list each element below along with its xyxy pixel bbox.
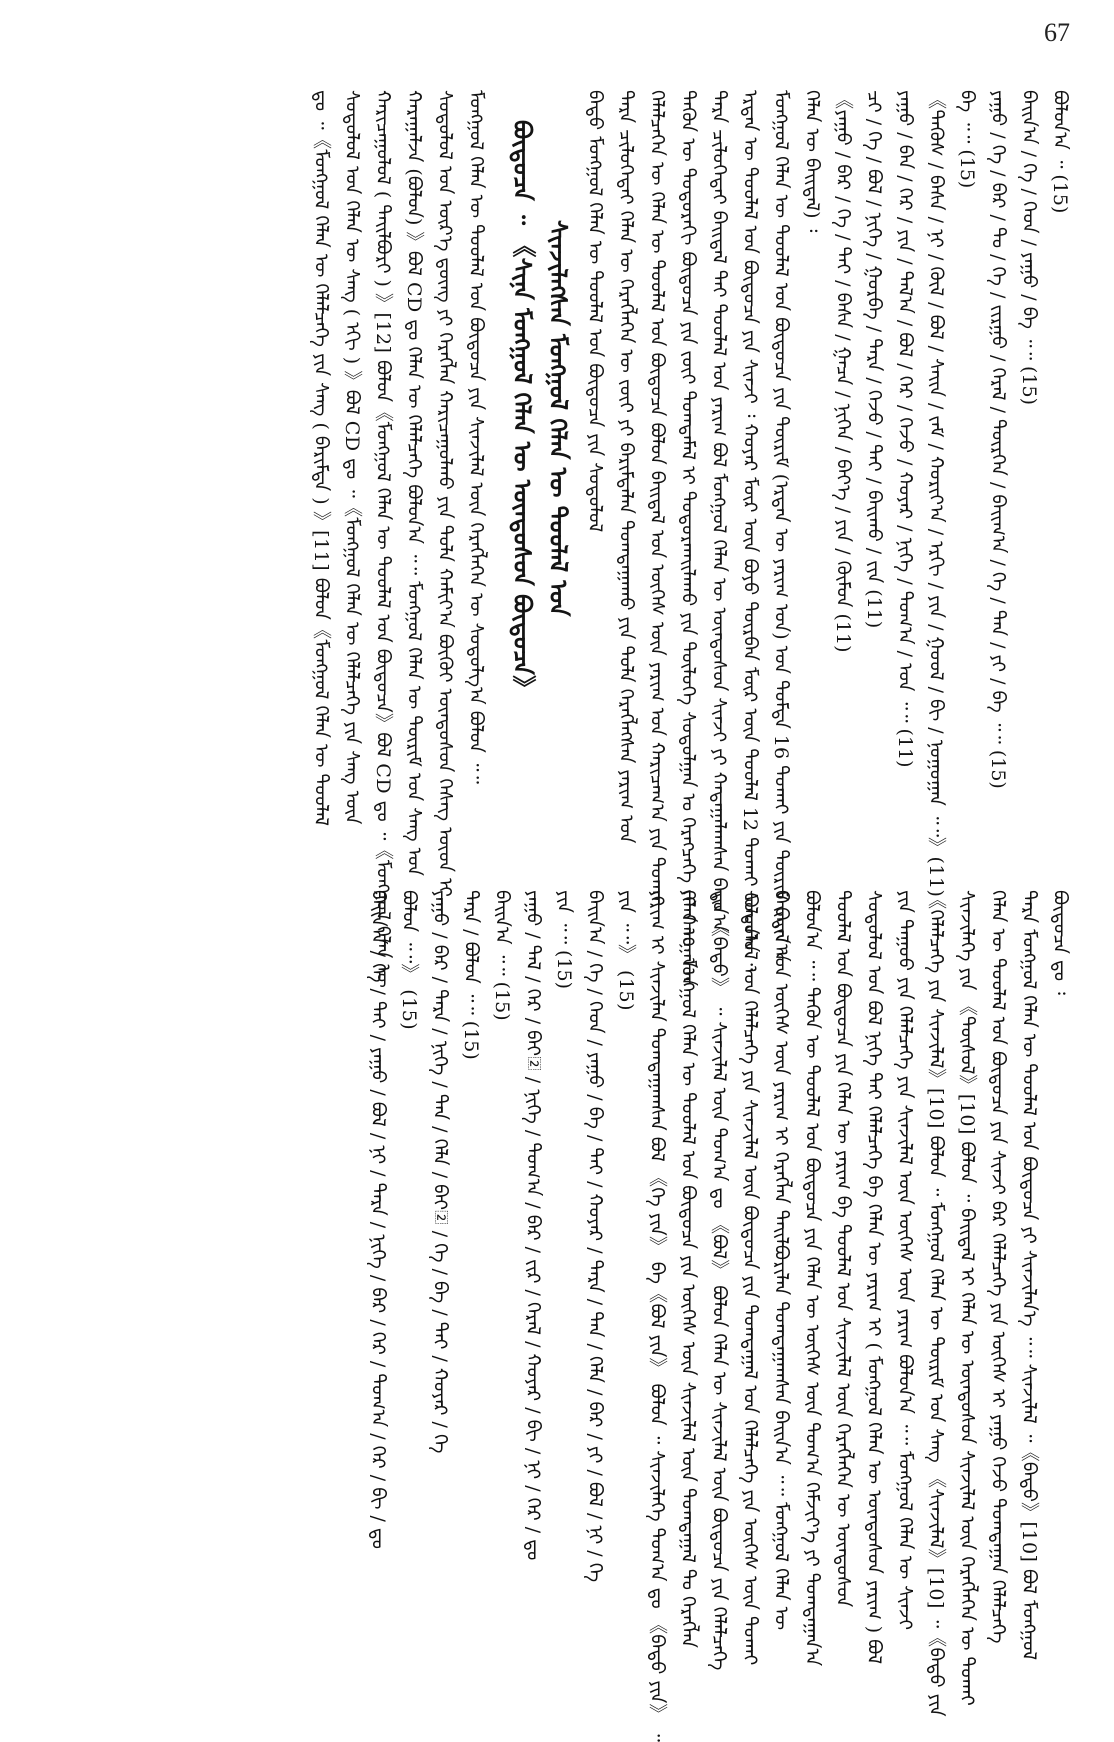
text-line: ᠬᠠᠷᠢᠴᠠᠭᠤᠯᠤᠯ ( ᠲᠠᠢᠯᠪᠤᠷᠢ ) 》[12] ᠪᠣᠯᠤᠨ《ᠮᠣᠩᠭᠣᠯ ᠬᠡᠯᠡᠨ ᠦ ᠳᠤᠤᠯᠠᠯ ᠤᠨ ᠪᠦᠲᠦᠴᠡ》ᠪᠣᠯ CD ᠳᠤ ᠃《ᠮᠣᠩᠭᠣᠯ ᠬᠡᠯᠡᠨ ᠦ <box>372 90 394 988</box>
text-line: ᠬᠡᠯᠡᠨ ᠦ ᠪᠠᠢ᠌ᠳᠠᠯ) ᠄ <box>801 90 823 233</box>
text-line: ᠪᠠᠢ᠌ᠨ᠎ᠠ / ᠭᠡ / ᠭᠡᠳ / ᠶᠠᠭᠤ / ᠪᠡ / ᠲᠡᠢ / ᠬᠣᠶᠠᠷ / ᠲᠡᠷᠡ / ᠲᠡᠨ / ᠬᠡᠯᠡ / ᠪᠡᠷ / ᠶᠢ / ᠪᠣᠯ / ᠨᠢ / ᠭᠡ <box>584 890 606 1583</box>
text-line: 《ᠲᠡᠭᠦᠰ / ᠪᠠᠰᠠ / ᠨᠢ / ᠬᠦᠯ / ᠪᠣᠯ / ᠰᠠᠢ᠌ᠨ / ᠵᠠᠮ / ᠬᠤᠷᠢᠶ᠎ᠠ / ᠡᠷᠬᠢ / ᠶᠢᠨ / ᠭᠤᠤᠯ / ᠪᠢ / ᠨᠣᠭᠤᠭᠠᠨ ᠃᠃》(11) <box>925 90 947 898</box>
text-line: ᠶᠠᠭᠤ / ᠭᠡ / ᠪᠡᠷ / ᠲᠣ / ᠭᠡ / ᠵᠢᠷᠭᠤ / ᠭᠡᠷᠡᠯ / ᠲᠦᠷᠭᠡᠨ / ᠪᠠᠢ᠌ᠭ᠎ᠠ / ᠭᠡ / ᠲᠡᠨ / ᠶᠢ / ᠪᠡ ᠃᠃ (15) <box>987 90 1009 789</box>
text-line: ᠪᠠᠢ᠌ᠳᠠᠯ ᠤᠨ ᠦᠭᠡᠰ ᠦᠨ ᠶᠠᠷᠢᠭ ᠢ ᠬᠡᠷᠡᠭᠯᠡᠨ ᠲᠠᠢᠯᠪᠤᠷᠢᠯᠠᠨ ᠲᠣᠭᠲᠠᠭᠠᠭᠰᠠᠨ ᠪᠠᠢ᠌ᠨ᠎ᠠ ᠃᠃ ᠮᠣᠩᠭᠣᠯ ᠬᠡᠯᠡᠨ ᠦ <box>770 890 792 1631</box>
text-line: ᠪᠣᠯᠤᠨ᠎ᠠ ᠃ (15) <box>1049 90 1071 214</box>
text-line: ᠲᠡᠷᠡ ᠮᠣᠩᠭᠣᠯ ᠬᠡᠯᠡᠨ ᠦ ᠳᠤᠤᠯᠠᠯ ᠤᠨ ᠪᠦᠲᠦᠴᠡ ᠶᠢ ᠰᠢᠨᠵᠢᠯᠡᠨ᠎ᠡ ᠃᠃ ᠰᠢᠨᠵᠢᠯᠡᠯ ᠃《ᠪᠠᠳᠤ》[10] ᠪᠣᠯ ᠮᠣᠩᠭᠣᠯ <box>1018 890 1040 1661</box>
text-line: ᠮᠣᠩᠭᠣᠯ ᠬᠡᠯᠡᠨ ᠦ ᠳᠤᠤᠯᠠᠯ ᠤᠨ ᠪᠦᠲᠦᠴᠡ ᠶᠢᠨ ᠰᠢᠨᠵᠢᠯᠡᠯ ᠦᠨ ᠬᠡᠷᠡᠭᠯᠡᠭᠡᠨ ᠦ ᠰᠤᠳᠤᠯᠭ᠎ᠠ ᠪᠣᠯᠤᠨ ᠃᠃ <box>465 90 487 784</box>
text-line: ᠰᠤᠳᠤᠯᠤᠯ ᠤᠨ ᠬᠡᠯᠡᠨ ᠦ ᠰᠠᠩ ( ᠡᠬᠢ ) 》ᠪᠣᠯ CD ᠳᠤ ᠃《ᠮᠣᠩᠭᠣᠯ ᠬᠡᠯᠡᠨ ᠦ ᠬᠡᠯᠡᠯᠴᠡᠭᠡ ᠶᠢᠨ ᠰᠠᠩ ᠦᠨ <box>341 90 363 825</box>
text-line: ᠮᠣᠩᠭᠣᠯ ᠬᠡᠯᠡᠨ ᠦ ᠳᠤᠤᠯᠠᠯ ᠤᠨ ᠪᠦᠲᠦᠴᠡ ᠶᠢᠨ ᠳᠦᠷᠢᠮ (ᠡᠷᠲᠡᠨ ᠦ ᠶᠠᠷᠢᠭ ᠤᠨ) ᠤᠨ ᠳᠤᠮᠳᠠ 16 ᠲᠤᠬᠠᠢ ᠶᠢᠨ ᠳᠦᠷᠢᠮ ᠪᠠᠢ᠌ᠨ᠎ᠠ <box>770 90 792 962</box>
text-line: ᠪᠣᠯᠤᠨ ᠃᠃》 (15) <box>398 890 420 1031</box>
section-subheading: ᠪᠦᠲᠦᠴᠡ ᠃ 《ᠰᠢᠨᠡ ᠮᠣᠩᠭᠣᠯ ᠬᠡᠯᠡᠨ ᠦ ᠦᠨᠳᠦᠰᠦᠨ ᠪᠦᠲᠦᠴᠡ》 <box>508 120 537 700</box>
text-line: ᠪᠠᠢ᠌ᠨ᠎ᠠ ᠃᠃ (15) <box>491 890 513 1021</box>
section-heading: ᠰᠢᠨᠵᠢᠯᠡᠭᠰᠡᠨ ᠮᠣᠩᠭᠣᠯ ᠬᠡᠯᠡᠨ ᠦ ᠳᠤᠤᠯᠠᠯ ᠤᠨ <box>544 220 573 617</box>
text-line: ᠶᠢᠨ ᠳᠠᠭᠤᠤ ᠶᠢᠨ ᠬᠡᠯᠡᠯᠴᠡᠭᠡ ᠶᠢᠨ ᠰᠢᠨᠵᠢᠯᠡᠯ ᠦᠨ ᠦᠭᠡᠰ ᠦᠨ ᠶᠠᠷᠢᠭ ᠪᠣᠯᠤᠨ᠎ᠠ ᠃᠃ ᠮᠣᠩᠭᠣᠯ ᠬᠡᠯᠡᠨ ᠦ ᠰᠢᠨᠵᠢ <box>894 890 916 1630</box>
text-line: ᠶᠠᠷᠢᠭ ᠢ ᠰᠢᠨᠵᠢᠯᠡᠨ ᠲᠣᠭᠲᠠᠭᠠᠭᠰᠠᠨ ᠪᠣᠯ 《ᠭᠡ ᠶᠢᠨ》 ᠪᠠ《ᠪᠣᠯ ᠶᠢᠨ》 ᠪᠣᠯᠤᠨ ᠃ ᠰᠢᠨᠵᠢᠯᠡᠭᠡ ᠲᠣᠭ᠎ᠠ ᠳᠤ 《ᠪᠠᠳᠤ ᠶᠢᠨ》 ᠃ <box>646 890 668 1742</box>
text-line: ᠲᠡᠷᠡ ᠴᠢᠯᠦᠭᠡᠲᠡᠢ ᠬᠡᠯᠡᠨ ᠦ ᠬᠡᠷᠡᠭᠯᠡᠭᠡᠨ ᠦ ᠵᠦᠢ ᠶᠢ ᠪᠠᠷᠢᠮᠲᠠᠯᠠᠨ ᠲᠣᠭᠲᠠᠭᠠᠬᠤ ᠶᠢᠨ ᠲᠤᠯᠠ ᠬᠡᠷᠡᠭᠯᠡᠭᠰᠡᠨ ᠶᠠᠷᠢᠭ ᠤᠨ <box>615 90 637 844</box>
page-number: 67 <box>1044 18 1070 47</box>
text-line: 《ᠶᠠᠭᠤ / ᠪᠡᠷ / ᠭᠡ / ᠲᠡᠢ / ᠪᠠᠰᠠ / ᠭᠠᠴᠠ / ᠨᠢᠭᠡᠨ / ᠪᠡᠶ᠎ᠡ / ᠶᠢᠨ / ᠬᠦᠮᠦᠨ (11) <box>832 90 854 653</box>
text-line: ᠶᠢᠨ ᠃᠃ (15) <box>553 890 575 990</box>
text-line: ᠴᠢ / ᠭᠡ / ᠪᠣᠯ / ᠨᠢᠭᠡ / ᠭᠤᠷᠪᠠ / ᠲᠡᠷᠡ / ᠭᠡᠵᠦ / ᠲᠡᠢ / ᠪᠠᠢ᠌ᠬᠤ / ᠵᠢᠨ (11) <box>863 90 885 629</box>
text-line: ᠲᠡᠭᠦᠨ ᠦ ᠳᠣᠲᠣᠷᠠᠬᠢ ᠪᠦᠲᠦᠴᠡ ᠶᠢᠨ ᠵᠦᠢ ᠲᠣᠭᠲᠠᠮᠠᠯ ᠢ ᠲᠣᠳᠣᠷᠬᠠᠢᠯᠠᠬᠤ ᠶᠢᠨ ᠲᠥᠯᠦᠭᠡ ᠰᠣᠳᠤᠯᠭᠠᠨ ᠤ ᠬᠡᠷᠡᠭᠴᠡᠭᠡ ᠶᠢ ᠬᠠᠩᠭᠠᠨ᠎ᠠ <box>677 90 699 986</box>
text-line: ᠶᠢᠨ ᠃᠃》 (15) <box>615 890 637 1012</box>
text-line: ᠳᠤᠤᠯᠠᠯ ᠤᠨ ᠪᠦᠲᠦᠴᠡ ᠶᠢᠨ ᠬᠡᠯᠡᠨ ᠦ ᠶᠠᠷᠢᠭ ᠪᠠ ᠳᠤᠤᠯᠠᠯ ᠤᠨ ᠰᠢᠨᠵᠢᠯᠡᠯ ᠦᠨ ᠬᠡᠷᠡᠭᠯᠡᠭᠡᠨ ᠦ ᠦᠨᠳᠦᠰᠦᠨ <box>832 890 854 1608</box>
text-line: ᠲᠡᠷᠡ ᠴᠢᠯᠦᠭᠡᠲᠡᠢ ᠪᠠᠢ᠌ᠳᠠᠯ ᠲᠠᠢ ᠳᠤᠤᠯᠠᠯ ᠤᠨ ᠶᠠᠷᠢᠭ ᠪᠣᠯ ᠮᠣᠩᠭᠣᠯ ᠬᠡᠯᠡᠨ ᠦ ᠦᠨᠳᠦᠰᠦᠨ ᠰᠢᠨᠵᠢ ᠶᠢ ᠬᠠᠳᠠᠭᠠᠯᠠᠭᠰᠠᠨ ᠪᠠᠢ᠌ᠨ᠎ᠠ <box>708 90 730 933</box>
text-line: ᠰᠤᠳᠤᠯᠤᠯ ᠤᠨ ᠬᠡᠯᠡᠯᠴᠡᠭᠡ ᠶᠢᠨ ᠰᠢᠨᠵᠢᠯᠡᠯ ᠦᠨ ᠪᠦᠲᠦᠴᠡ ᠶᠢᠨ ᠲᠣᠭᠲᠠᠭᠠᠯ ᠤᠨ ᠬᠡᠯᠡᠯᠴᠡᠭᠡ ᠶᠢᠨ ᠦᠭᠡᠰ ᠦᠨ ᠲᠤᠬᠠᠢ <box>739 890 761 1666</box>
text-line: ᠬᠡᠯᠡᠨ ᠦ ᠮᠣᠩᠭᠣᠯ ᠬᠡᠯᠡᠨ ᠦ ᠳᠤᠤᠯᠠᠯ ᠤᠨ ᠪᠦᠲᠦᠴᠡ ᠶᠢᠨ ᠦᠭᠡᠰ ᠦᠨ ᠰᠢᠨᠵᠢᠯᠡᠯ ᠦᠨ ᠲᠣᠭᠲᠠᠭᠠᠯ ᠲᠤ ᠬᠡᠷᠡᠭᠯᠡᠨ <box>677 890 699 1649</box>
text-line: ᠳᠤ ᠃《ᠮᠣᠩᠭᠣᠯ ᠬᠡᠯᠡᠨ ᠦ ᠬᠡᠯᠡᠯᠴᠡᠭᠡ ᠶᠢᠨ ᠰᠠᠩ ( ᠪᠠᠷᠢᠮᠲᠠ ) 》[11] ᠪᠣᠯᠤᠨ《ᠮᠣᠩᠭᠣᠯ ᠬᠡᠯᠡᠨ ᠦ ᠳᠤᠤᠯᠠᠯ <box>310 90 332 827</box>
text-line: ᠪᠣᠯᠤᠨ᠎ᠠ ᠃᠃ ᠲᠡᠭᠦᠨ ᠦ ᠳᠤᠤᠯᠠᠯ ᠤᠨ ᠪᠦᠲᠦᠴᠡ ᠶᠢᠨ ᠬᠡᠯᠡᠨ ᠦ ᠦᠭᠡᠰ ᠦᠨ ᠲᠣᠭ᠎ᠠ ᠬᠡᠮᠵᠢᠶ᠎ᠡ ᠶᠢ ᠲᠣᠭᠲᠠᠭᠠᠨ᠎ᠠ <box>801 890 823 1667</box>
text-line: ᠡᠷᠲᠡᠨ ᠦ ᠳᠤᠤᠯᠠᠯ ᠤᠨ ᠪᠦᠲᠦᠴᠡ ᠶᠢᠨ ᠰᠢᠨᠵᠢ ᠄ ᠬᠣᠶᠠᠷ ᠮᠥᠷ ᠦᠨ ᠪᠤᠶᠤ ᠳᠥᠷᠪᠡᠨ ᠮᠥᠷ ᠦᠨ ᠳᠤᠤᠯᠠᠯ 12 ᠲᠤᠬᠠᠢ ᠪᠣᠯᠤᠨ᠎ᠠ ᠃ <box>739 90 761 971</box>
text-line: ᠶᠠᠭᠤ / ᠲᠡᠯ / ᠭᠡᠷ / ᠪᠠᠢ᠌ / ᠨᠢᠭᠡ / ᠲᠣᠭ᠎ᠠ / ᠪᠡᠷ / ᠵᠢᠷ / ᠭᠡᠷᠡᠯ / ᠬᠣᠶᠠᠷ / ᠪᠢ / ᠨᠢ / ᠬᠡᠷ / ᠳᠤ <box>522 890 544 1561</box>
text-line: ᠪᠠᠢ᠌ᠨ᠎ᠠ / ᠭᠡ / ᠲᠡᠢ / ᠶᠠᠭᠤ / ᠪᠣᠯ / ᠨᠢ / ᠲᠡᠷᠡ / ᠨᠢᠭᠡ / ᠪᠠᠷ / ᠭᠡᠷ / ᠲᠣᠭ᠎ᠠ / ᠬᠡᠷ / ᠪᠢ / ᠳᠤ <box>367 890 389 1550</box>
text-line: ᠪᠦᠲᠦᠴᠡ ᠳᠤ ᠄ <box>1049 890 1071 995</box>
text-line: ᠰᠤᠳᠤᠯᠤᠯ ᠤᠨ ᠦᠷ᠎ᠡ ᠳ᠋ᠦᠩ ᠶᠢ ᠬᠡᠷᠡᠭᠯᠡᠨ ᠬᠠᠷᠢᠴᠠᠭᠤᠯᠬᠤ ᠶᠢᠨ ᠲᠤᠯᠠ ᠬᠠᠮᠢᠶ᠎ᠠ ᠪᠦᠬᠦᠢ ᠦᠨᠳᠦᠰᠦᠨ ᠬᠡᠰᠡᠭ ᠦᠳ ᠢ <box>434 90 456 897</box>
text-line: ᠰᠤᠳᠤᠯᠤᠯ ᠤᠨ ᠪᠣᠯ ᠨᠢᠭᠡ ᠲᠠᠢ ᠬᠡᠯᠡᠯᠴᠡᠭᠡ ᠪᠠ ᠬᠡᠯᠡᠨ ᠦ ᠶᠠᠷᠢᠭ ᠢ ( ᠮᠣᠩᠭᠣᠯ ᠬᠡᠯᠡᠨ ᠦ ᠦᠨᠳᠦᠰᠦᠨ ᠶᠠᠷᠢᠭ ) ᠪᠣᠯ <box>863 890 885 1665</box>
text-line: 《ᠬᠡᠯᠡᠯᠴᠡᠭᠡ ᠶᠢᠨ ᠰᠢᠨᠵᠢᠯᠡᠯ》[10] ᠪᠣᠯᠤᠨ ᠃ ᠮᠣᠩᠭᠣᠯ ᠬᠡᠯᠡᠨ ᠦ ᠳᠦᠷᠢᠮ ᠤᠨ ᠰᠠᠩ 《ᠰᠢᠨᠵᠢᠯᠡᠯ》[10] ᠃《ᠪᠠᠳᠤ ᠶᠢᠨ <box>925 890 947 1717</box>
text-line: ᠬᠡᠯᠡᠯᠴᠡᠭᠡᠨ ᠦ ᠬᠡᠯᠡᠨ ᠦ ᠳᠤᠤᠯᠠᠯ ᠤᠨ ᠪᠦᠲᠦᠴᠡ ᠪᠣᠯᠣᠨ ᠪᠠᠢ᠌ᠳᠠᠯ ᠤᠨ ᠦᠭᠡᠰ ᠦᠨ ᠶᠠᠷᠢᠭ ᠤᠨ ᠬᠠᠷᠢᠴᠠᠭ᠎ᠠ ᠶᠢᠨ ᠲᠤᠬᠠᠢ <box>646 90 668 907</box>
text-line: ᠬᠡᠯᠡᠨ ᠦ ᠳᠤᠤᠯᠠᠯ ᠤᠨ ᠪᠦᠲᠦᠴᠡ ᠶᠢᠨ ᠰᠢᠨᠵᠢ ᠪᠠᠷ ᠬᠡᠯᠡᠯᠴᠡᠭᠡ ᠶᠢᠨ ᠦᠭᠡᠰ ᠢ ᠶᠠᠭᠤ ᠭᠡᠵᠦ ᠲᠣᠭᠲᠠᠭᠠᠨ ᠬᠡᠯᠡᠯᠴᠡᠭᠡ <box>987 890 1009 1644</box>
text-line: ᠶᠠᠭᠤ / ᠪᠡᠷ / ᠲᠡᠷᠡ / ᠨᠢᠭᠡ / ᠲᠡᠨ / ᠬᠡᠯᠡ / ᠪᠠᠢ᠌ / ᠭᠡ / ᠪᠡ / ᠲᠡᠢ / ᠬᠣᠶᠠᠷ / ᠭᠡ <box>429 890 451 1454</box>
text-line: ᠳᠤ 《ᠪᠠᠳᠤ》 ᠃ ᠰᠢᠨᠵᠢᠯᠡᠯ ᠦᠨ ᠲᠣᠭ᠎ᠠ ᠳᠤ 《ᠪᠣᠯ》 ᠪᠣᠯᠤᠨ ᠬᠡᠯᠡᠨ ᠦ ᠰᠢᠨᠵᠢᠯᠡᠯ ᠦᠨ ᠪᠦᠲᠦᠴᠡ ᠶᠢᠨ ᠬᠡᠯᠡᠯᠴᠡᠭᠡ <box>708 890 730 1671</box>
text-line: ᠪᠠᠳᠤ ᠮᠣᠩᠭᠣᠯ ᠬᠡᠯᠡᠨ ᠦ ᠳᠤᠤᠯᠠᠯ ᠤᠨ ᠪᠦᠲᠦᠴᠡ ᠶᠢᠨ ᠰᠤᠳᠤᠯᠤᠯ <box>584 90 606 533</box>
text-line: ᠰᠢᠨᠵᠢᠯᠡᠭᠡ ᠶᠢᠨ 《ᠲᠥᠰᠦᠯ》[10] ᠪᠣᠯᠤᠨ ᠃ ᠪᠠᠢ᠌ᠳᠠᠯ ᠢ ᠬᠡᠯᠡᠨ ᠦ ᠦᠨᠳᠦᠰᠦᠨ ᠰᠢᠨᠵᠢᠯᠡᠯ ᠦᠨ ᠬᠡᠷᠡᠭᠯᠡᠭᠡᠨ ᠦ ᠲᠤᠬᠠᠢ <box>956 890 978 1706</box>
text-line: ᠲᠡᠷᠡ / ᠪᠣᠯᠤᠨ ᠃᠃ (15) <box>460 890 482 1060</box>
text-line: ᠪᠡ ᠃᠃ (15) <box>956 90 978 189</box>
text-line: ᠶᠠᠭᠤ / ᠪᠡᠨ / ᠭᠡᠷ / ᠶᠢᠨ / ᠲᠠᠯ᠎ᠠ / ᠪᠣᠯ / ᠬᠡᠷ / ᠭᠡᠵᠦ / ᠬᠣᠶᠠᠷ / ᠨᠢᠭᠡ / ᠲᠣᠭ᠎ᠠ / ᠣᠨ ᠃᠃ (11) <box>894 90 916 768</box>
text-line: ᠬᠠᠷᠠᠭᠠᠯᠵᠠ (ᠪᠣᠯᠤᠨ) 》ᠪᠣᠯ CD ᠳᠤ ᠬᠡᠯᠡᠨ ᠦ ᠬᠡᠯᠡᠯᠴᠡᠭᠡ ᠪᠣᠯᠤᠨ᠎ᠠ ᠃᠃ ᠮᠣᠩᠭᠣᠯ ᠬᠡᠯᠡᠨ ᠦ ᠳᠦᠷᠢᠮ ᠤᠨ ᠰᠠᠩ ᠤᠨ <box>403 90 425 876</box>
text-line: ᠪᠠᠢ᠌ᠨ᠎ᠠ / ᠭᠡ / ᠭᠡᠳ / ᠶᠠᠭᠤ / ᠪᠡ ᠃᠃ (15) <box>1018 90 1040 406</box>
